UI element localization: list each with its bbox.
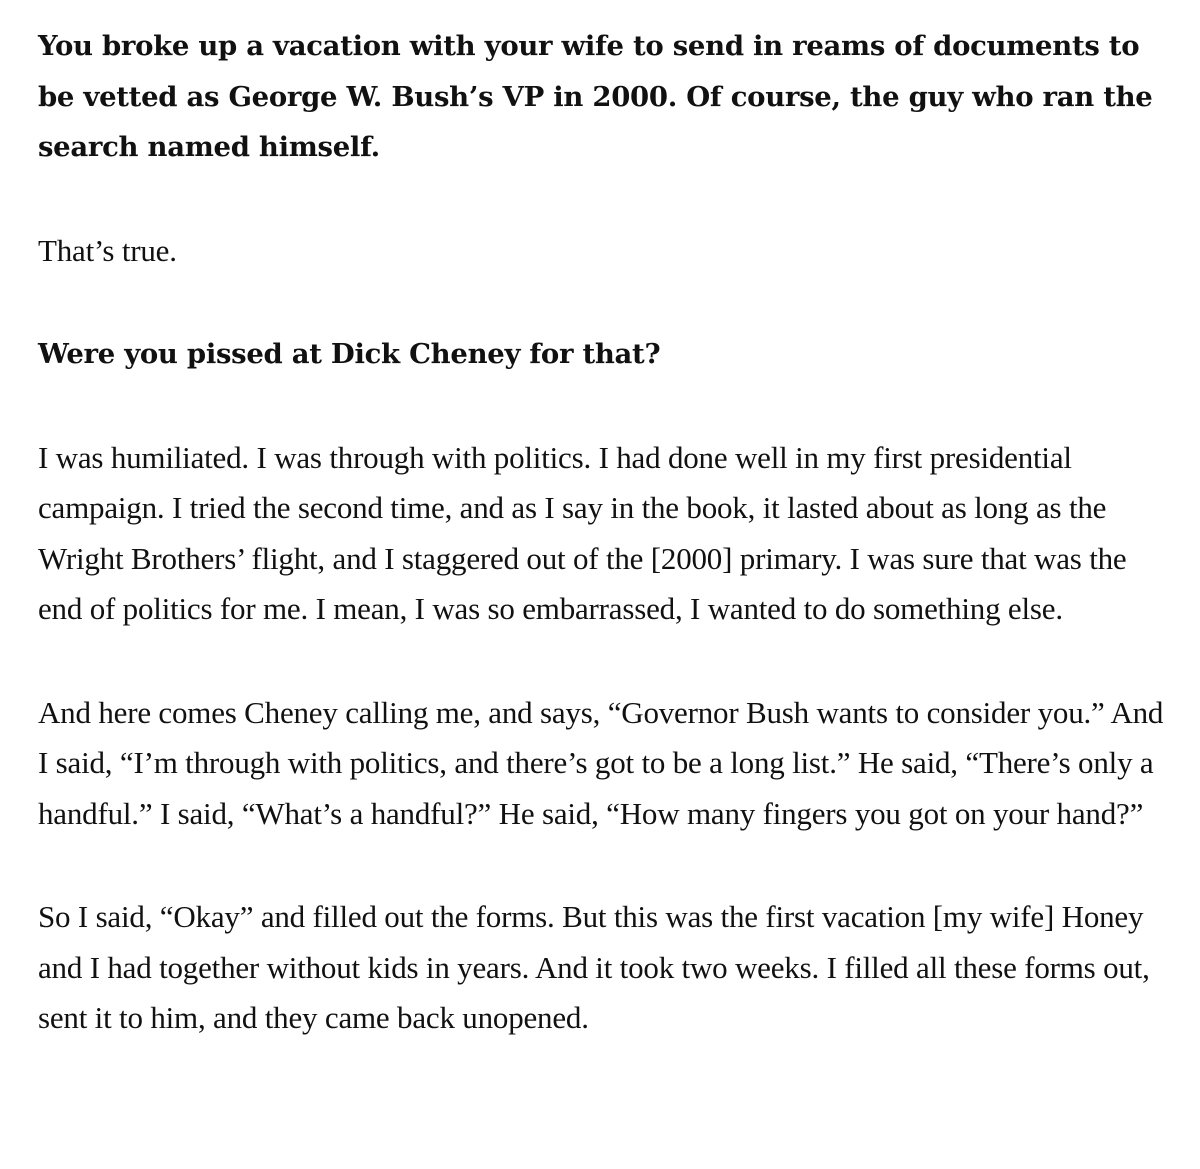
interview-answer: I was humiliated. I was through with politics. I had done well in my first presidential campaign. I tried the second time, and as I say in the book, it lasted about as long as the Wright Brothers’ flight, and I staggered out of the [2000] primary. I was sure that was the end of politics for me. I mean, I was so embarrassed, I wanted to do something else.	[38, 439, 1127, 626]
article-body	[38, 21, 1178, 1097]
interview-answer: So I said, “Okay” and filled out the forms. But this was the first vacation [my wife] Honey and I had together without kids in years. And it took two weeks. I filled all these forms out, sent it to him, and they came back unopened.	[38, 899, 1150, 1035]
interview-question: Were you pissed at Dick Cheney for that?	[38, 338, 661, 370]
interview-answer: That’s true.	[38, 232, 177, 268]
interview-question: You broke up a vacation with your wife to send in reams of documents to be vetted as George W. Bush’s VP in 2000. Of course, the guy who ran the search named himself.	[38, 30, 1153, 163]
interview-answer: And here comes Cheney calling me, and says, “Governor Bush wants to consider you.” And I said, “I’m through with politics, and there’s got to be a long list.” He said, “There’s only a handful.” I said, “What’s a handful?” He said, “How many fingers you got on your hand?”	[38, 694, 1164, 831]
